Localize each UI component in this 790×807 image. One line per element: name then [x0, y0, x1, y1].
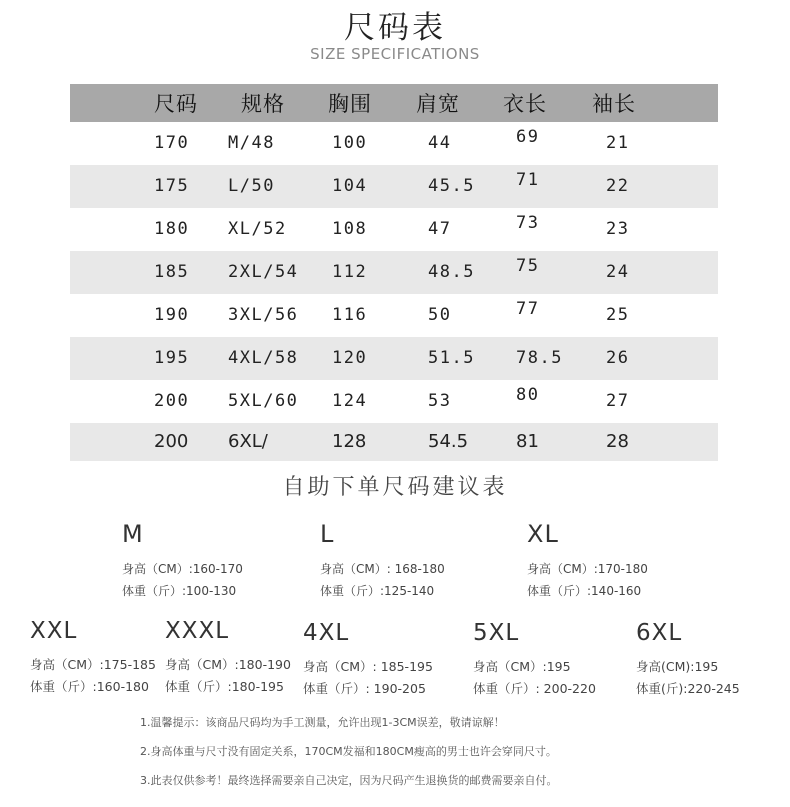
weight-range: 体重（斤）:160-180 [30, 679, 149, 694]
page-subtitle: SIZE SPECIFICATIONS [310, 45, 480, 63]
cell-chest: 120 [332, 348, 368, 368]
cell-size: 185 [154, 262, 190, 282]
cell-sleeve: 27 [606, 391, 630, 411]
cell-spec: 6XL/ [228, 431, 268, 452]
table-header [70, 84, 718, 122]
size-label: XL [527, 520, 559, 548]
size-advice-xxxl [165, 618, 291, 698]
cell-length: 77 [516, 299, 540, 319]
size-advice-m [122, 520, 243, 602]
note-2: 2.身高体重与尺寸没有固定关系，170CM发福和180CM瘦高的男士也许会穿同尺寸。 [140, 745, 557, 758]
size-label: 6XL [636, 620, 683, 646]
weight-range: 体重（斤）: 190-205 [303, 681, 426, 696]
cell-length: 69 [516, 127, 540, 147]
size-label: M [122, 520, 144, 548]
height-range: 身高（CM）:160-170 [122, 562, 243, 576]
size-label: XXL [30, 618, 78, 644]
advice-title: 自助下单尺码建议表 [282, 475, 508, 500]
cell-chest: 104 [332, 176, 368, 196]
cell-spec: M/48 [228, 133, 275, 153]
cell-size: 190 [154, 305, 190, 325]
cell-sleeve: 23 [606, 219, 630, 239]
height-range: 身高（CM）:195 [473, 659, 571, 674]
table-row [70, 423, 718, 461]
weight-range: 体重(斤):220-245 [636, 681, 740, 696]
header-spec: 规格 [241, 92, 285, 116]
cell-chest: 128 [332, 431, 367, 452]
cell-sleeve: 24 [606, 262, 630, 282]
size-label: L [320, 520, 335, 548]
cell-shoulder: 47 [428, 219, 452, 239]
size-advice-6xl [636, 620, 740, 700]
weight-range: 体重（斤）:100-130 [122, 584, 237, 598]
cell-shoulder: 48.5 [428, 262, 475, 282]
cell-spec: XL/52 [228, 219, 287, 239]
cell-length: 73 [516, 213, 540, 233]
cell-shoulder: 53 [428, 391, 452, 411]
cell-chest: 100 [332, 133, 368, 153]
cell-chest: 112 [332, 262, 368, 282]
size-label: XXXL [165, 618, 230, 644]
table-row [70, 122, 718, 165]
size-table [70, 84, 718, 461]
cell-size: 195 [154, 348, 190, 368]
size-advice-xxl [30, 618, 156, 698]
height-range: 身高（CM）:175-185 [30, 657, 156, 672]
size-advice-l [320, 520, 445, 602]
cell-length: 80 [516, 385, 540, 405]
table-row [70, 380, 718, 423]
table-row [70, 251, 718, 294]
weight-range: 体重（斤）:180-195 [165, 679, 284, 694]
cell-chest: 116 [332, 305, 368, 325]
notes [140, 714, 558, 801]
cell-shoulder: 54.5 [428, 431, 469, 452]
header-sleeve: 袖长 [592, 92, 636, 116]
cell-length: 81 [516, 431, 539, 452]
table-row [70, 294, 718, 337]
cell-size: 200 [154, 431, 189, 452]
cell-shoulder: 51.5 [428, 348, 475, 368]
height-range: 身高(CM):195 [636, 659, 719, 674]
page-title: 尺码表 [344, 10, 446, 46]
cell-spec: 4XL/58 [228, 348, 299, 368]
cell-size: 200 [154, 391, 190, 411]
table-row [70, 337, 718, 380]
cell-sleeve: 22 [606, 176, 630, 196]
weight-range: 体重（斤）:140-160 [527, 584, 642, 598]
cell-shoulder: 44 [428, 133, 452, 153]
cell-length: 78.5 [516, 348, 563, 368]
size-label: 5XL [473, 620, 520, 646]
height-range: 身高（CM）: 168-180 [320, 562, 445, 576]
cell-shoulder: 50 [428, 305, 452, 325]
size-advice-5xl [473, 620, 596, 700]
cell-spec: 3XL/56 [228, 305, 299, 325]
note-1: 1.温馨提示：该商品尺码均为手工测量，允许出现1-3CM误差，敬请谅解！ [140, 716, 505, 729]
cell-spec: 2XL/54 [228, 262, 299, 282]
cell-length: 71 [516, 170, 540, 190]
table-row [70, 165, 718, 208]
cell-size: 180 [154, 219, 190, 239]
cell-spec: 5XL/60 [228, 391, 299, 411]
header-length: 衣长 [503, 92, 547, 116]
header-size: 尺码 [154, 92, 198, 116]
header-shoulder: 肩宽 [416, 92, 460, 116]
cell-chest: 108 [332, 219, 368, 239]
size-advice-xl [527, 520, 648, 602]
size-label: 4XL [303, 620, 350, 646]
cell-sleeve: 26 [606, 348, 630, 368]
note-3: 3.此表仅供参考！最终选择需要亲自己决定，因为尺码产生退换货的邮费需要亲自付。 [140, 774, 558, 787]
cell-sleeve: 28 [606, 431, 629, 452]
cell-length: 75 [516, 256, 540, 276]
cell-size: 170 [154, 133, 190, 153]
height-range: 身高（CM）:180-190 [165, 657, 291, 672]
size-advice-4xl [303, 620, 433, 700]
weight-range: 体重（斤）: 200-220 [473, 681, 596, 696]
cell-chest: 124 [332, 391, 368, 411]
weight-range: 体重（斤）:125-140 [320, 584, 435, 598]
header-chest: 胸围 [328, 92, 372, 116]
cell-sleeve: 25 [606, 305, 630, 325]
cell-sleeve: 21 [606, 133, 630, 153]
cell-shoulder: 45.5 [428, 176, 475, 196]
cell-spec: L/50 [228, 176, 275, 196]
height-range: 身高（CM）: 185-195 [303, 659, 433, 674]
cell-size: 175 [154, 176, 190, 196]
height-range: 身高（CM）:170-180 [527, 562, 648, 576]
table-row [70, 208, 718, 251]
